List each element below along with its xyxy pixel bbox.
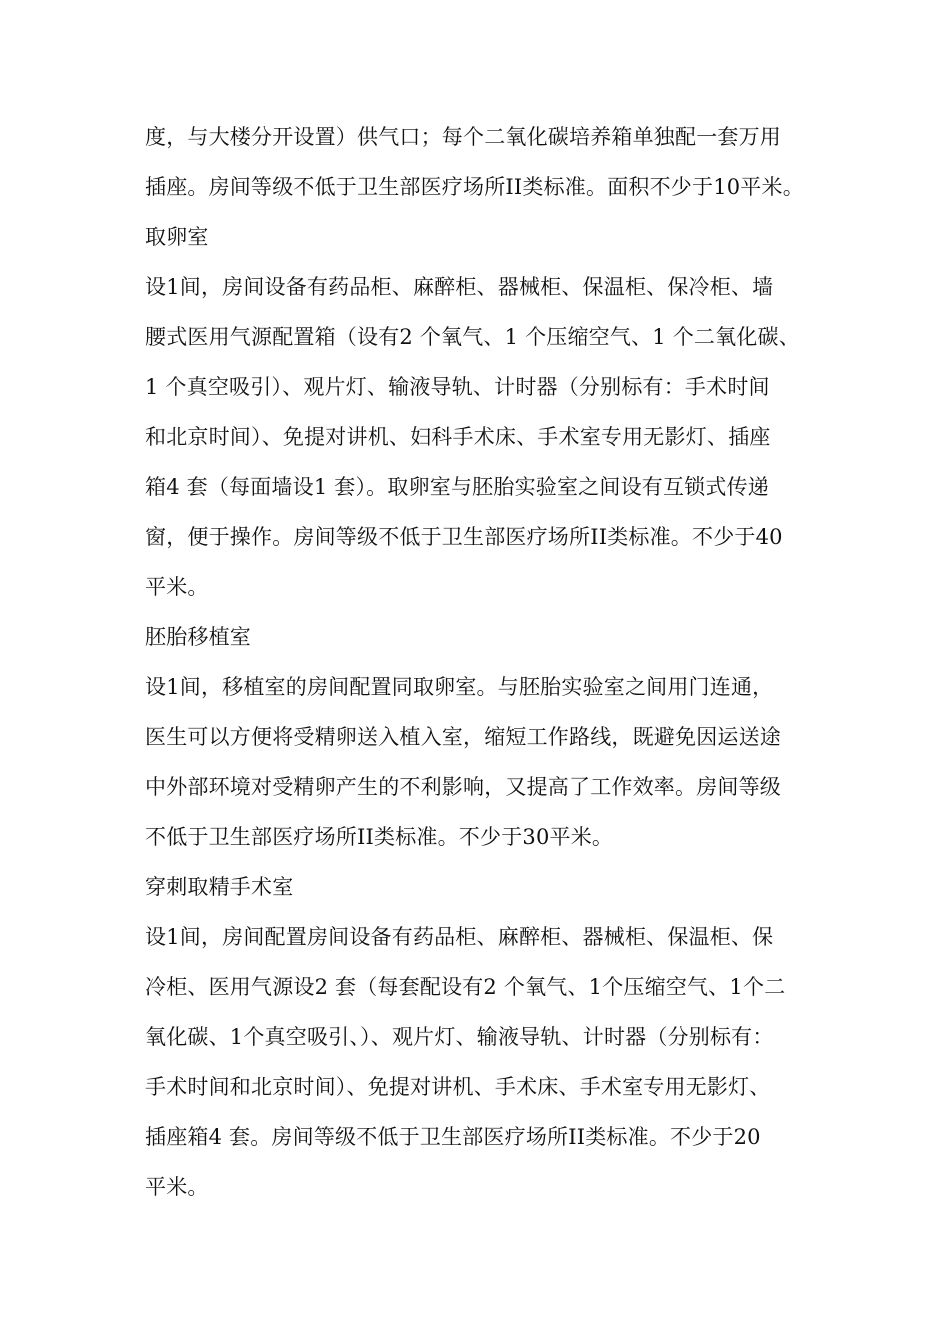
paragraph-line: 和北京时间）、免提对讲机、妇科手术床、手术室专用无影灯、插座 — [145, 425, 771, 449]
paragraph-line: 插座。房间等级不低于卫生部医疗场所II类标准。面积不少于10平米。 — [145, 175, 804, 199]
paragraph-line: 平米。 — [145, 575, 209, 599]
paragraph-line: 不低于卫生部医疗场所II类标准。不少于30平米。 — [145, 825, 614, 849]
paragraph-line: 腰式医用气源配置箱（设有2 个氧气、1 个压缩空气、1 个二氧化碳、 — [145, 325, 800, 349]
paragraph-line: 窗，便于操作。房间等级不低于卫生部医疗场所II类标准。不少于40 — [145, 525, 783, 549]
paragraph-line: 医生可以方便将受精卵送入植入室，缩短工作路线，既避免因运送途 — [145, 725, 781, 749]
section-heading-embryo-transfer-room: 胚胎移植室 — [145, 625, 251, 649]
paragraph-line: 中外部环境对受精卵产生的不利影响，又提高了工作效率。房间等级 — [145, 775, 781, 799]
paragraph-line: 氧化碳、1个真空吸引、）、观片灯、输液导轨、计时器（分别标有： — [145, 1025, 774, 1049]
section-heading-sperm-retrieval-surgery-room: 穿刺取精手术室 — [145, 875, 294, 899]
paragraph-line: 箱4 套（每面墙设1 套）。取卵室与胚胎实验室之间设有互锁式传递 — [145, 475, 769, 499]
paragraph-line: 插座箱4 套。房间等级不低于卫生部医疗场所II类标准。不少于20 — [145, 1125, 761, 1149]
paragraph-line: 设1间，房间配置房间设备有药品柜、麻醉柜、器械柜、保温柜、保 — [145, 925, 774, 949]
paragraph-line: 1 个真空吸引）、观片灯、输液导轨、计时器（分别标有：手术时间 — [145, 375, 770, 399]
paragraph-line: 设1间，房间设备有药品柜、麻醉柜、器械柜、保温柜、保冷柜、墙 — [145, 275, 774, 299]
paragraph-line: 平米。 — [145, 1175, 209, 1199]
paragraph-line: 冷柜、医用气源设2 套（每套配设有2 个氧气、1个压缩空气、1个二 — [145, 975, 786, 999]
paragraph-line: 设1间，移植室的房间配置同取卵室。与胚胎实验室之间用门连通， — [145, 675, 774, 699]
paragraph-line: 度，与大楼分开设置）供气口；每个二氧化碳培养箱单独配一套万用 — [145, 125, 781, 149]
section-heading-egg-retrieval-room: 取卵室 — [145, 225, 209, 249]
paragraph-line: 手术时间和北京时间）、免提对讲机、手术床、手术室专用无影灯、 — [145, 1075, 771, 1099]
